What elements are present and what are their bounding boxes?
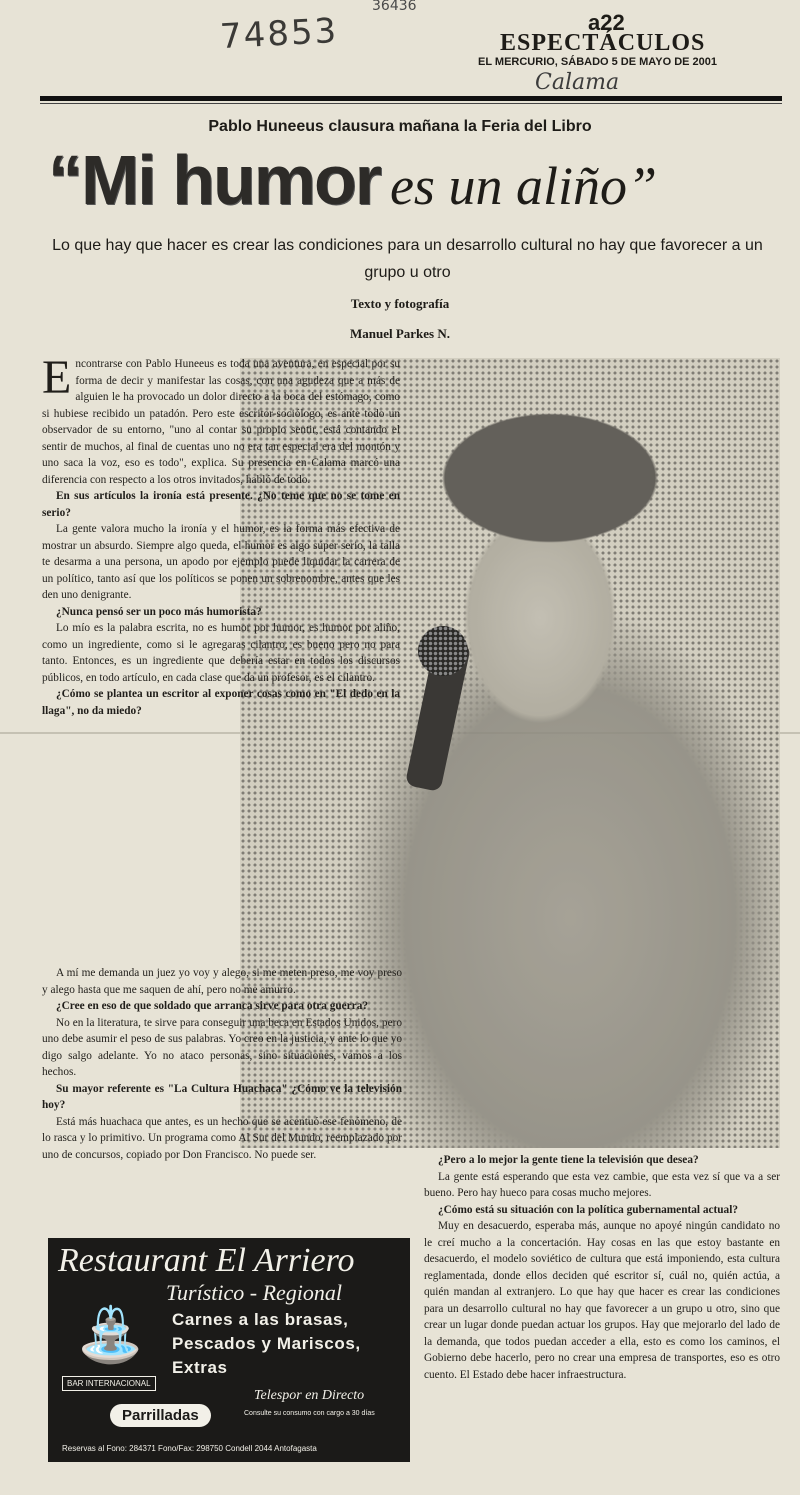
column-3-text [424,1152,780,1383]
drop-cap: E [42,351,72,404]
article-paragraph: No en la literatura, te sirve para conseguir una beca en Estados Unidos, pero uno debe asumir el peso de sus palabras. Yo creo en la justicia, y ante lo que yo digo salgo adelante. Yo no ataco personas, sino situaciones, vamos a los hechos. [42,1016,402,1078]
dateline: EL MERCURIO, SÁBADO 5 DE MAYO DE 2001 [478,56,718,68]
headline [48,140,788,220]
ad-parrilladas: Parrilladas [110,1404,211,1427]
credit-line: Texto y fotografía [350,296,450,311]
header-rule [40,96,782,101]
ad-title: Restaurant El Arriero [58,1242,355,1279]
article-paragraph: Está más huachaca que antes, es un hecho que se acentuó ese fenómeno, de lo rasca y lo primitivo. Un programa como Al Sur del Mundo, reemplazado por uno de concursos, copiado por Don Francisco. No puede ser. [42,1115,402,1161]
article-paragraph: ncontrarse con Pablo Huneeus es toda una aventura, en especial por su forma de decir y manifestar las cosas, con una agudeza que a más de alguien le ha provocado un dolor directo a la boca del estómago, como si hubiese recibido un patadón. Pero este escritor-sociólogo, es ante todo un observador de su entorno, "uno al contar su propio sentir, está contando el sentir de muchos, al final de cuentas uno no era tan especial era del montón y uno saca la voz, eso es todo", explica. Su presencia en Calama marcó una diferencia con respecto a los otros invitados, habló de todo. [42,358,400,486]
ad-line-2: Pescados y Mariscos, [172,1334,361,1353]
ad-line-3: Extras [172,1358,228,1377]
article-column-2 [42,965,402,1163]
article-column-3 [424,1152,780,1383]
author-name: Manuel Parkes N. [349,326,451,341]
interview-question: En sus artículos la ironía está presente. ¿No teme que no se tome en serio? [42,490,400,519]
interview-question: ¿Pero a lo mejor la gente tiene la televisión que desea? [438,1154,699,1166]
ad-consulte: Consulte su consumo con cargo a 30 días [244,1410,375,1417]
ad-footer: Reservas al Fono: 284371 Fono/Fax: 298750 Condell 2044 Antofagasta [62,1444,317,1453]
page-number: a22 [588,10,625,35]
interview-question: ¿Cómo se plantea un escritor al exponer cosas como en "El dedo en la llaga", no da miedo? [42,688,400,717]
interview-question: Su mayor referente es "La Cultura Huachaca" ¿Cómo ve la televisión hoy? [42,1082,402,1111]
lead-paragraph: Lo que hay que hacer es crear las condiciones para un desarrollo cultural no hay que favorecer a un grupo u otro [52,237,763,281]
fountain-icon: ⛲ [77,1305,145,1365]
article-paragraph: Lo mío es la palabra escrita, no es humor por humor, es humor por aliño, como un ingrediente, como si le agregaras cilantro, es bueno pero no para tanto. Entonces, es un ingrediente que debería estar en todos los discursos públicos, en todo artículo, en cada clase que da un profesor, es el cilantro. [42,622,400,684]
column-2-text [42,965,402,1163]
kicker: Pablo Huneeus clausura mañana la Feria del Libro [208,118,592,135]
article-column-1 [42,351,400,719]
article-paragraph: A mí me demanda un juez yo voy y alego, si me meten preso, me voy preso y alego hasta que me saquen de ahí, pero no me amurro. [42,967,402,996]
section-title: ESPECTÁCULOS [500,30,706,56]
ad-telespor: Telespor en Directo [254,1388,365,1403]
handwritten-city: Calama [535,70,620,95]
handwritten-small-number: 36436 [372,0,417,14]
column-1-text [42,351,400,719]
microphone-head-image [418,626,468,676]
ad-line-1: Carnes a las brasas, [172,1310,349,1329]
article-paragraph: La gente valora mucho la ironía y el humor, es la forma más efectiva de mostrar un absurdo. Siempre algo queda, el humor es algo súper serio, la talla te desarma a una persona, un apodo por ejemplo puede liquidar la carrera de un político, tanto así que los políticos se ponen un sobrenombre, antes que les den uno denigrante. [42,523,400,601]
header-rule-thin [40,103,782,104]
interview-question: ¿Nunca pensó ser un poco más humorista? [56,605,262,618]
restaurant-ad [48,1238,410,1462]
handwritten-number: 74853 [219,10,340,58]
ad-bar-label: BAR INTERNACIONAL [62,1376,156,1391]
ad-subtitle: Turístico - Regional [166,1280,342,1305]
headline-italic: es un aliño” [389,156,657,216]
interview-question: ¿Cree en eso de que soldado que arranca sirve para otra guerra? [56,1000,368,1012]
article-paragraph: La gente está esperando que esta vez cambie, que esta vez sí que va a ser bueno. Pero hay hueco para cosas mucho mejores. [424,1170,780,1199]
interview-question: ¿Cómo está su situación con la política gubernamental actual? [438,1203,738,1216]
headline-big: “Mi humor [48,141,380,219]
article-paragraph: Muy en desacuerdo, esperaba más, aunque no apoyé ningún candidato no le creí mucho a la concertación. Hay cosas en las que estoy bastante en desacuerdo, el modelo soviético de cultura que está imponiendo, esta cultura reglamentada, donde ellos deciden qué escritor sí, cuál no, quién actúa, a quién mandan al extranjero. Lo que hay que hacer es crear las condiciones para un desarrollo cultural no hay que favorecer a un grupo u otro, sino que crear un lugar donde puedan actuar los grupos. Hay que mejorarlo del lado de la demanda, que todos puedan acceder a ella, esto es como los caminos, el Gobierno debe hacerlo, pero no crear una empresa de transportes, eso es otro cuento. El Estado debe hacer infraestructura. [424,1220,780,1381]
